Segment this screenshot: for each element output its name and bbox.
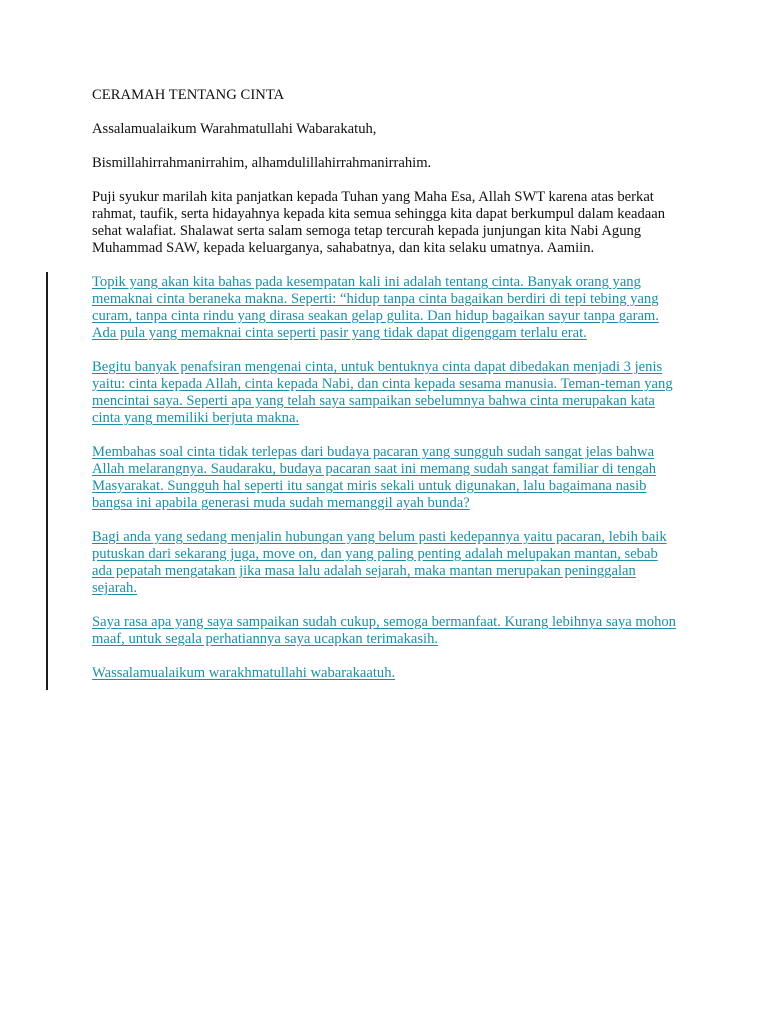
- tracked-paragraph-topic[interactable]: Topik yang akan kita bahas pada kesempatan kali ini adalah tentang cinta. Banyak orang yang memaknai cinta beraneka makna. Seperti: “hidup tanpa cinta bagaikan berdiri di tepi tebing yang curam, tanpa cinta rindu yang dirasa seakan gelap gulita. Dan hidup bagaikan sayur tanpa garam. Ada pula yang memaknai cinta seperti pasir yang tidak dapat digenggam terlalu erat.: [92, 274, 659, 341]
- tracked-changes-text: [92, 274, 678, 682]
- tracked-paragraph-farewell[interactable]: Wassalamualaikum warakhmatullahi wabarakaatuh.: [92, 665, 396, 681]
- greeting-paragraph: Assalamualaikum Warahmatullahi Wabarakatuh,: [92, 121, 377, 137]
- tracked-changes-block: [92, 274, 678, 682]
- tracked-paragraph-advice[interactable]: Bagi anda yang sedang menjalin hubungan yang belum pasti kedepannya yaitu pacaran, lebih baik putuskan dari sekarang juga, move on, dan yang paling penting adalah melupakan mantan, sebab ada pepatah mengatakan jika masa lalu adalah sejarah, maka mantan merupakan peninggalan sejarah.: [92, 529, 667, 596]
- change-bar: [46, 272, 48, 690]
- document-body: [92, 86, 678, 699]
- document-title: CERAMAH TENTANG CINTA: [92, 87, 285, 103]
- opening-paragraph: Puji syukur marilah kita panjatkan kepada Tuhan yang Maha Esa, Allah SWT karena atas berkat rahmat, taufik, serta hidayahnya kepada kita semua sehingga kita dapat berkumpul dalam keadaan sehat walafiat. Shalawat serta salam semoga tetap tercurah kepada junjungan kita Nabi Agung Muhammad SAW, kepada keluarganya, sahabatnya, dan kita selaku umatnya. Aamiin.: [92, 189, 665, 256]
- basmalah-paragraph: Bismillahirrahmanirrahim, alhamdulillahirrahmanirrahim.: [92, 155, 432, 171]
- tracked-paragraph-dating-culture[interactable]: Membahas soal cinta tidak terlepas dari budaya pacaran yang sungguh sudah sangat jelas bahwa Allah melarangnya. Saudaraku, budaya pacaran saat ini memang sudah sangat familiar di tengah Masyarakat. Sungguh hal seperti itu sangat miris sekali untuk digunakan, lalu bagaimana nasib bangsa ini apabila generasi muda sudah memanggil ayah bunda?: [92, 444, 657, 511]
- tracked-paragraph-interpretations[interactable]: Begitu banyak penafsiran mengenai cinta, untuk bentuknya cinta dapat dibedakan menjadi 3 jenis yaitu: cinta kepada Allah, cinta kepada Nabi, dan cinta kepada sesama manusia. Teman-teman yang mencintai saya. Seperti apa yang telah saya sampaikan sebelumnya bahwa cinta merupakan kata cinta yang memiliki berjuta makna.: [92, 359, 673, 426]
- tracked-paragraph-closing[interactable]: Saya rasa apa yang saya sampaikan sudah cukup, semoga bermanfaat. Kurang lebihnya saya mohon maaf, untuk segala perhatiannya saya ucapkan terimakasih.: [92, 614, 676, 647]
